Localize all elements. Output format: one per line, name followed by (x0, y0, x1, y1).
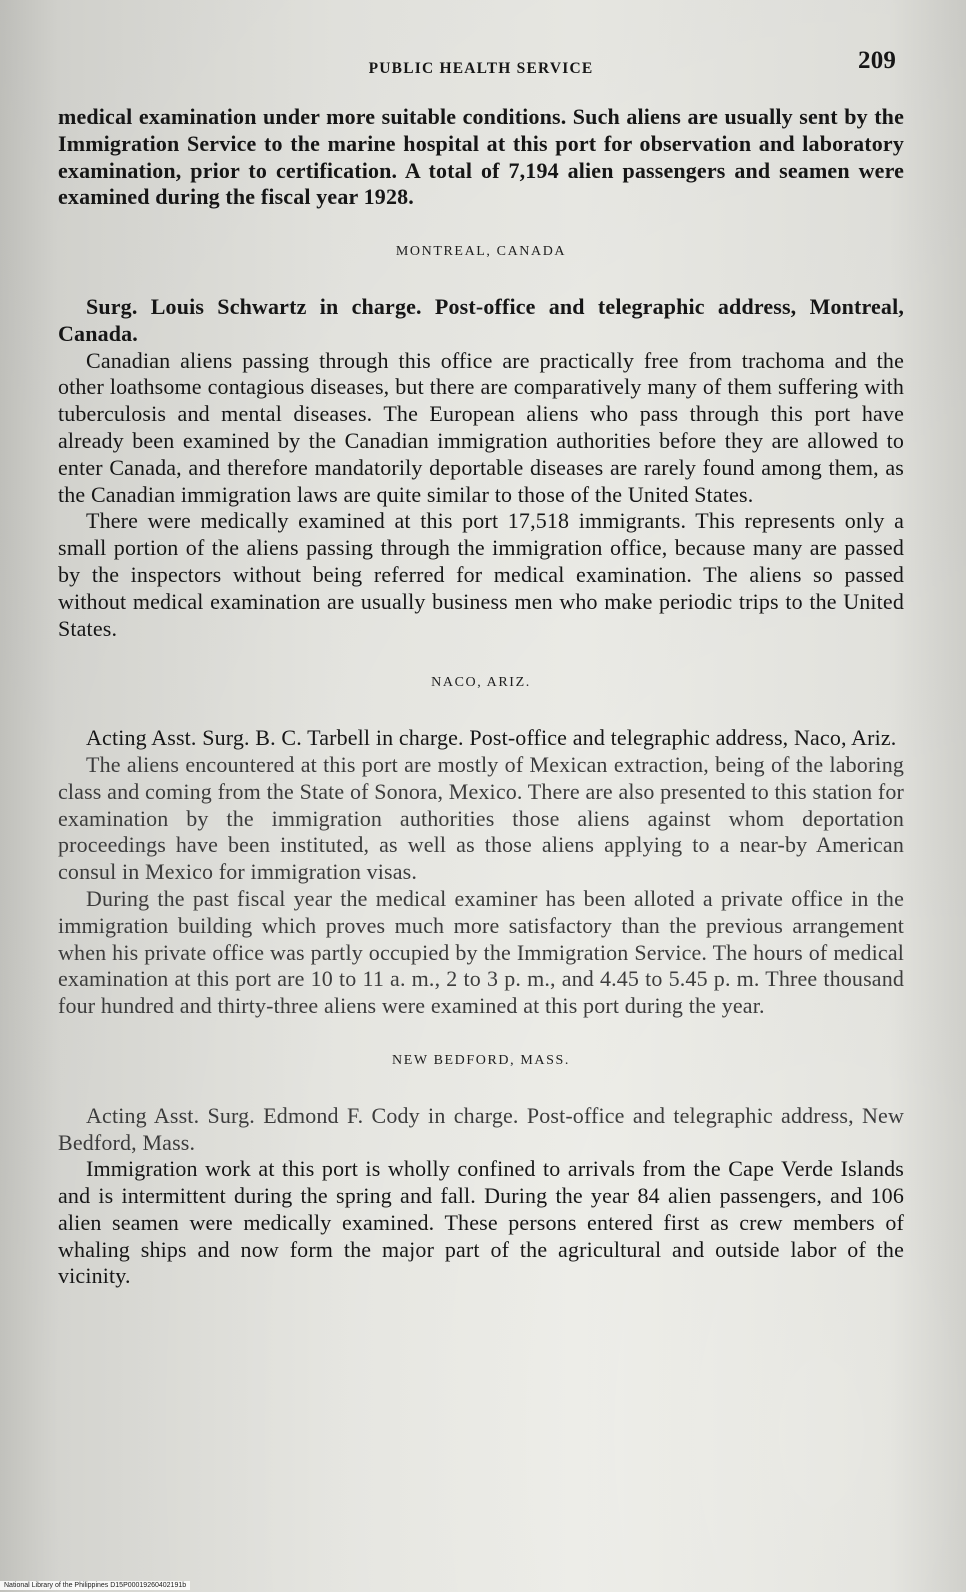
section-heading-new-bedford: NEW BEDFORD, MASS. (392, 1052, 570, 1068)
montreal-officer-paragraph: Surg. Louis Schwartz in charge. Post-office and telegraphic address, Montreal, Canada. (58, 293, 904, 346)
section-heading-naco: NACO, ARIZ. (431, 675, 531, 691)
running-head (58, 48, 904, 78)
page-text (58, 48, 904, 1290)
naco-officer-paragraph: Acting Asst. Surg. B. C. Tarbell in charge. Post-office and telegraphic address, Naco, Ariz. (86, 725, 897, 751)
new-bedford-paragraph-1: Immigration work at this port is wholly confined to arrivals from the Cape Verde Islands and is intermittent during the spring and fall. During the year 84 alien passengers, and 106 alien seamen were medically examined. These persons entered first as crew members of whaling ships and now form the major part of the agricultural and outside labor of the vicinity. (58, 1156, 904, 1289)
scan-credit: National Library of the Philippines D15P00019260402191b (0, 1581, 190, 1590)
section-heading-montreal: MONTREAL, CANADA (395, 244, 567, 260)
montreal-paragraph-2: There were medically examined at this port 17,518 immigrants. This represents only a small portion of the aliens passing through the immigration office, because many are passed by the inspectors without being referred for medical examination. The aliens so passed without medical examination are usually business men who make periodic trips to the United States. (58, 508, 904, 641)
naco-paragraph-1: The aliens encountered at this port are mostly of Mexican extraction, being of the laboring class and coming from the State of Sonora, Mexico. There are also presented to this station for examination by the immigration authorities those aliens against whom deportation proceedings have been instituted, as well as those aliens applying to a near-by American consul in Mexico for immigration visas. (58, 751, 904, 885)
running-head-title: PUBLIC HEALTH SERVICE (368, 60, 594, 77)
new-bedford-officer-paragraph: Acting Asst. Surg. Edmond F. Cody in charge. Post-office and telegraphic address, New Bedford, Mass. (58, 1102, 904, 1155)
page-number: 209 (858, 47, 896, 74)
montreal-paragraph-1: Canadian aliens passing through this office are practically free from trachoma and the other loathsome contagious diseases, but there are comparatively many of them suffering with tuberculosis and mental diseases. The European aliens who pass through this port have already been examined by the Canadian immigration authorities before they are allowed to enter Canada, and therefore mandatorily deportable diseases are rarely found among them, as the Canadian immigration laws are quite similar to those of the United States. (58, 347, 904, 507)
naco-paragraph-2: During the past fiscal year the medical examiner has been alloted a private office in the immigration building which proves much more satisfactory than the previous arrangement when his private office was partly occupied by the Immigration Service. The hours of medical examination at this port are 10 to 11 a. m., 2 to 3 p. m., and 4.45 to 5.45 p. m. Three thousand four hundred and thirty-three aliens were examined at this port during the year. (58, 885, 904, 1019)
intro-paragraph: medical examination under more suitable conditions. Such aliens are usually sent by the Immigration Service to the marine hospital at this port for observation and laboratory examination, prior to certification. A total of 7,194 alien passengers and seamen were examined during the fiscal year 1928. (58, 104, 904, 210)
